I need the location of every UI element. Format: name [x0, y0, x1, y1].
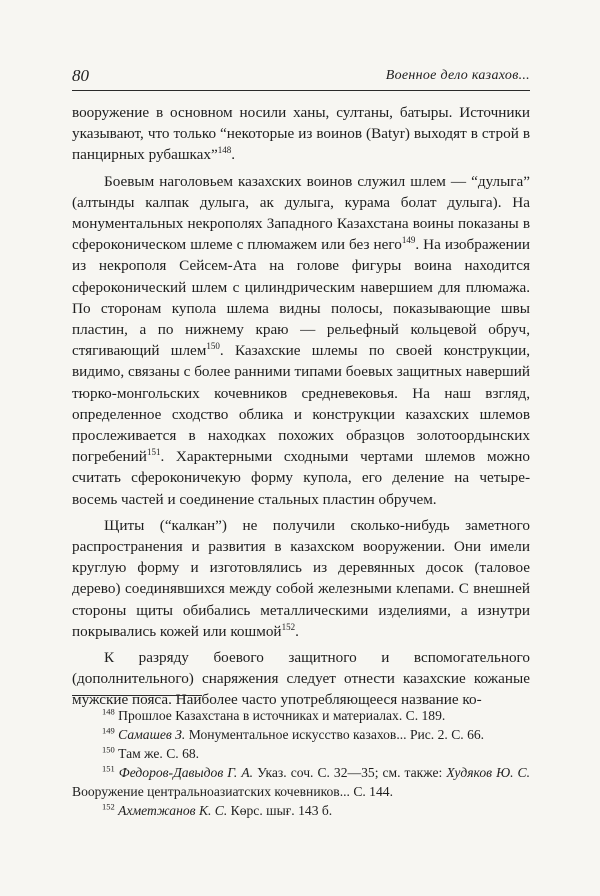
- paragraph-text: вооружение в основном носили ханы, султаны, батыры. Источники указывают, что только “некоторые из воинов (Batyr) выходят в строй в панцирных рубашках”: [72, 104, 530, 164]
- page-number: 80: [72, 66, 89, 85]
- footnote-text: Вооружение центральноазиатских кочевников... С. 144.: [72, 784, 393, 799]
- footnote: [72, 801, 530, 820]
- footnote: [72, 763, 530, 801]
- footnote-divider: [72, 695, 202, 696]
- paragraph: [72, 102, 530, 166]
- footnotes: [72, 706, 530, 820]
- paragraph: [72, 171, 530, 510]
- footnote: [72, 706, 530, 725]
- footnote-ref[interactable]: 148: [217, 145, 232, 156]
- body-text: [72, 102, 530, 711]
- footnote: [72, 725, 530, 744]
- paragraph: [72, 647, 530, 711]
- paragraph-text: . На изображении из некрополя Сейсем-Ата на голове фигуры воина находится сфероконический шлем с цилиндрическим навершием для плюмажа. По сторонам купола шлема видны полосы, показывающие швы пластин, а по нижнему краю — рельефный кольцевой обруч, стягивающий шлем: [72, 236, 530, 360]
- footnote-number: 150: [102, 744, 115, 755]
- footnote-author: Ахметжанов К. С.: [118, 803, 228, 818]
- footnote-number: 149: [102, 725, 115, 736]
- footnote-ref[interactable]: 150: [206, 341, 220, 352]
- footnote-ref[interactable]: 151: [146, 447, 161, 458]
- paragraph-text: К разряду боевого защитного и вспомогательного (дополнительного) снаряжения следует отнести казахские кожаные мужские пояса. Наиболее часто употребляющееся название ко-: [72, 649, 530, 709]
- footnote-text: Указ. соч. С. 32—35; см. также:: [253, 765, 447, 780]
- paragraph-text: . Характерными сходными чертами шлемов можно считать сфероконичекую форму купола, его деление на четыре-восемь частей и соединение стальных пластин обручем.: [72, 448, 530, 508]
- footnote-author: Худяков Ю. С.: [446, 765, 531, 780]
- footnote-number: 151: [102, 763, 115, 774]
- footnote-author: Федоров-Давыдов Г. А.: [118, 765, 254, 780]
- paragraph-tail: .: [295, 622, 299, 640]
- footnote-ref[interactable]: 152: [281, 621, 296, 632]
- paragraph-text: Боевым наголовьем казахских воинов служил шлем — “дулыга” (алтынды калпак дулыга, ак дулыга, курама болат дулыга). На монументальных некрополях Западного Казахстана воины показаны в сфероконическом шлеме с плюмажем или без него: [72, 172, 530, 254]
- footnote-text: Монументальное искусство казахов... Рис. 2. С. 66.: [185, 727, 485, 742]
- paragraph-text: Щиты (“калкан”) не получили сколько-нибудь заметного распространения и развития в казахском вооружении. Они имели круглую форму и изготовлялись из деревянных досок (таловое дерево) соединявшихся между собой железными клепами. С внешней стороны щиты обибались металлическими изделиями, а изнутри покрывались кожей или кошмой: [72, 516, 530, 640]
- footnote-ref[interactable]: 149: [401, 235, 416, 246]
- footnote-text: Там же. С. 68.: [118, 746, 200, 761]
- footnote-number: 148: [102, 706, 115, 717]
- footnote-text: Прошлое Казахстана в источниках и материалах. С. 189.: [118, 708, 446, 723]
- running-title: Военное дело казахов...: [385, 68, 530, 83]
- footnote-text: Көрс. шығ. 143 б.: [227, 803, 333, 818]
- paragraph: [72, 515, 530, 642]
- running-header: [72, 66, 530, 91]
- paragraph-text: . Казахские шлемы по своей конструкции, видимо, связаны с более ранними типами боевых защитных наверший тюрко-монгольских кочевников средневековья. На наш взгляд, определенное сходство облика и конструкции казахских шлемов прослеживается в находках похожих образцов золотоордынских погребений: [72, 342, 531, 466]
- footnote-author: Самашев З.: [118, 727, 186, 742]
- paragraph-tail: .: [231, 146, 236, 164]
- footnote-number: 152: [102, 801, 115, 812]
- footnote: [72, 744, 530, 763]
